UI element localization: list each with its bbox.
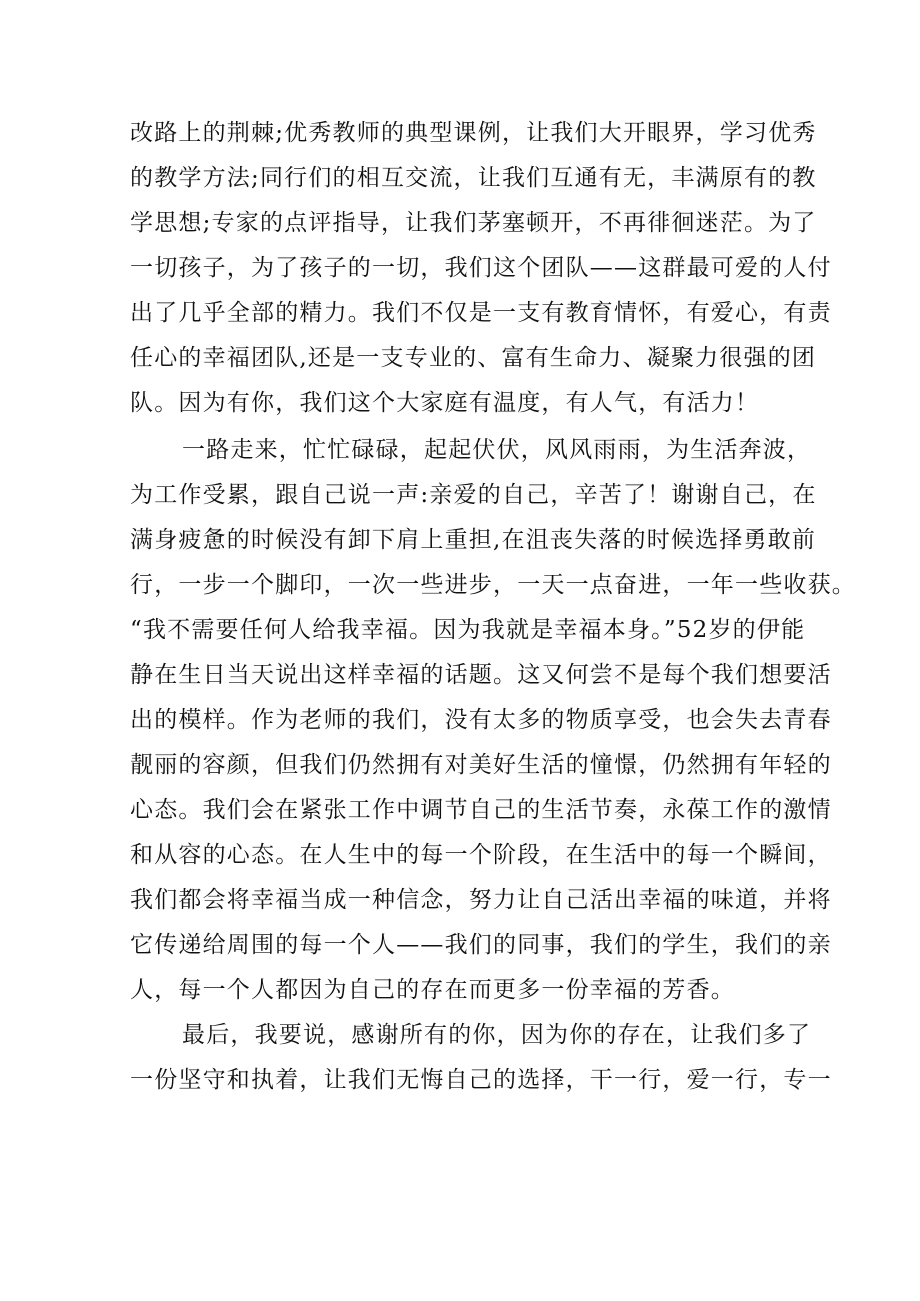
paragraph-line: “我不需要任何人给我幸福。因为我就是幸福本身。”52岁的伊能 [130, 617, 806, 643]
paragraph-line: 任心的幸福团队,还是一支专业的、富有生命力、凝聚力很强的团 [130, 345, 817, 371]
paragraph-line: 一切孩子，为了孩子的一切，我们这个团队——这群最可爱的人付 [130, 255, 832, 281]
paragraph-line: 改路上的荆棘;优秀教师的典型课例，让我们大开眼界，学习优秀 [130, 120, 817, 146]
paragraph-line: 队。因为有你，我们这个大家庭有温度，有人气，有活力！ [130, 390, 760, 416]
paragraph-line: 静在生日当天说出这样幸福的话题。这又何尝不是每个我们想要活 [130, 662, 832, 688]
paragraph-line: 为工作受累，跟自己说一声:亲爱的自己，辛苦了！谢谢自己，在 [130, 482, 817, 508]
paragraph-line: 一路走来，忙忙碌碌，起起伏伏，风风雨雨，为生活奔波， [182, 437, 812, 463]
paragraph-line: 它传递给周围的每一个人——我们的同事，我们的学生，我们的亲 [130, 932, 832, 958]
paragraph-line: 心态。我们会在紧张工作中调节自己的生活节奏，永葆工作的激情 [130, 797, 832, 823]
paragraph-line: 我们都会将幸福当成一种信念，努力让自己活出幸福的味道，并将 [130, 887, 832, 913]
paragraph-line: 的教学方法;同行们的相互交流，让我们互通有无，丰满原有的教 [130, 165, 817, 191]
paragraph-line: 学思想;专家的点评指导，让我们茅塞顿开，不再徘徊迷茫。为了 [130, 210, 817, 236]
paragraph-line: 出的模样。作为老师的我们，没有太多的物质享受，也会失去青春 [130, 707, 832, 733]
paragraph-line: 靓丽的容颜，但我们仍然拥有对美好生活的憧憬，仍然拥有年轻的 [130, 752, 832, 778]
paragraph-line: 和从容的心态。在人生中的每一个阶段，在生活中的每一个瞬间， [130, 842, 832, 868]
paragraph-line: 最后，我要说，感谢所有的你，因为你的存在，让我们多了 [182, 1022, 812, 1048]
paragraph-line: 一份坚守和执着，让我们无悔自己的选择，干一行，爱一行，专一 [130, 1067, 832, 1093]
paragraph-line: 出了几乎全部的精力。我们不仅是一支有教育情怀，有爱心，有责 [130, 300, 832, 326]
paragraph-line: 满身疲惫的时候没有卸下肩上重担,在沮丧失落的时候选择勇敢前 [130, 527, 817, 553]
paragraph-line: 人，每一个人都因为自己的存在而更多一份幸福的芳香。 [130, 977, 735, 1003]
paragraph-line: 行，一步一个脚印，一次一些进步，一天一点奋进，一年一些收获。 [130, 572, 856, 598]
